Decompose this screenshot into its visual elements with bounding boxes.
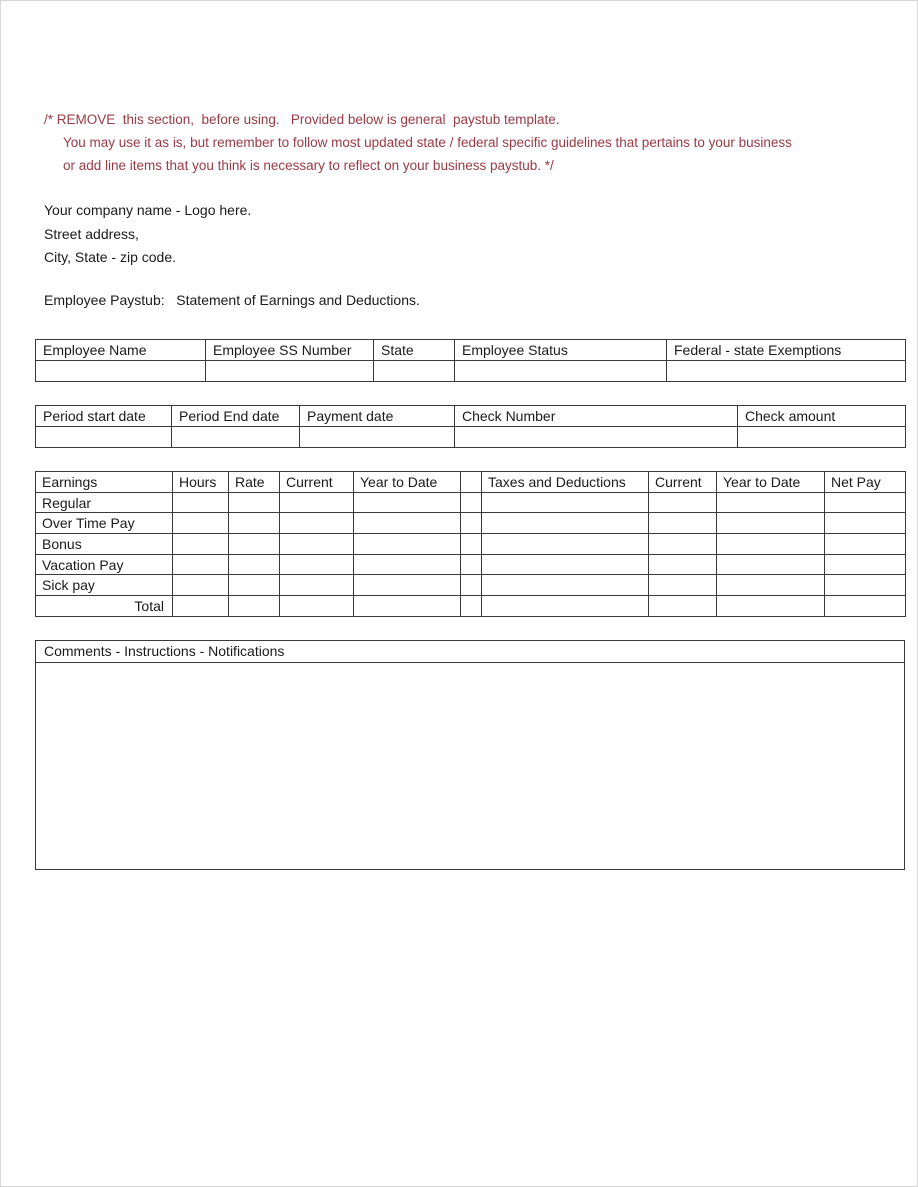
notice-line-2: You may use it as is, but remember to follow most updated state / federal specific guidelines that pertains to your business — [63, 135, 792, 150]
header-employee-name: Employee Name — [36, 340, 206, 361]
header-exemptions: Federal - state Exemptions — [667, 340, 906, 361]
total-deduction-ytd-cell[interactable] — [717, 596, 825, 617]
header-taxes-deductions: Taxes and Deductions — [482, 472, 649, 493]
exemptions-cell[interactable] — [667, 361, 906, 382]
current-cell[interactable] — [280, 492, 354, 513]
company-name: Your company name - Logo here. — [44, 202, 252, 218]
spacer-cell — [461, 513, 482, 534]
ss-number-cell[interactable] — [206, 361, 374, 382]
earnings-header-row — [36, 472, 906, 493]
ytd-cell[interactable] — [354, 534, 461, 555]
header-check-amount: Check amount — [738, 406, 906, 427]
spacer-cell — [461, 534, 482, 555]
comments-body[interactable] — [36, 663, 904, 869]
earnings-row-bonus — [36, 534, 906, 555]
spacer-cell — [461, 596, 482, 617]
deduction-current-cell[interactable] — [649, 575, 717, 596]
rate-cell[interactable] — [229, 492, 280, 513]
header-earnings: Earnings — [36, 472, 173, 493]
earnings-row-sick — [36, 575, 906, 596]
net-pay-cell[interactable] — [825, 492, 906, 513]
earnings-label: Bonus — [36, 534, 173, 555]
statement-title: Employee Paystub: Statement of Earnings and Deductions. — [44, 292, 420, 308]
deduction-current-cell[interactable] — [649, 492, 717, 513]
deduction-name-cell[interactable] — [482, 554, 649, 575]
hours-cell[interactable] — [173, 575, 229, 596]
total-hours-cell[interactable] — [173, 596, 229, 617]
deduction-name-cell[interactable] — [482, 513, 649, 534]
deduction-ytd-cell[interactable] — [717, 492, 825, 513]
header-deduction-current: Current — [649, 472, 717, 493]
check-amount-cell[interactable] — [738, 427, 906, 448]
hours-cell[interactable] — [173, 554, 229, 575]
ytd-cell[interactable] — [354, 554, 461, 575]
state-cell[interactable] — [374, 361, 455, 382]
period-start-cell[interactable] — [36, 427, 172, 448]
deduction-ytd-cell[interactable] — [717, 534, 825, 555]
header-rate: Rate — [229, 472, 280, 493]
net-pay-cell[interactable] — [825, 554, 906, 575]
company-street: Street address, — [44, 225, 139, 242]
hours-cell[interactable] — [173, 513, 229, 534]
earnings-row-regular — [36, 492, 906, 513]
comments-title: Comments - Instructions - Notifications — [36, 641, 904, 663]
header-hours: Hours — [173, 472, 229, 493]
earnings-row-overtime — [36, 513, 906, 534]
ytd-cell[interactable] — [354, 492, 461, 513]
earnings-row-total — [36, 596, 906, 617]
header-period-start: Period start date — [36, 406, 172, 427]
check-number-cell[interactable] — [455, 427, 738, 448]
header-deduction-ytd: Year to Date — [717, 472, 825, 493]
header-employee-status: Employee Status — [455, 340, 667, 361]
comments-box — [35, 640, 905, 870]
employee-header-row — [36, 340, 906, 361]
template-notice — [44, 108, 904, 177]
deduction-current-cell[interactable] — [649, 534, 717, 555]
header-payment-date: Payment date — [300, 406, 455, 427]
deduction-current-cell[interactable] — [649, 513, 717, 534]
total-current-cell[interactable] — [280, 596, 354, 617]
spacer-cell — [461, 492, 482, 513]
header-period-end: Period End date — [172, 406, 300, 427]
header-net-pay: Net Pay — [825, 472, 906, 493]
total-rate-cell[interactable] — [229, 596, 280, 617]
current-cell[interactable] — [280, 575, 354, 596]
notice-line-1: /* REMOVE this section, before using. Provided below is general paystub template. — [44, 112, 560, 127]
deduction-name-cell[interactable] — [482, 492, 649, 513]
notice-line-3: or add line items that you think is necessary to reflect on your business paystub. */ — [63, 158, 554, 173]
header-ss-number: Employee SS Number — [206, 340, 374, 361]
period-end-cell[interactable] — [172, 427, 300, 448]
header-current: Current — [280, 472, 354, 493]
rate-cell[interactable] — [229, 513, 280, 534]
earnings-row-vacation — [36, 554, 906, 575]
pay-period-table — [35, 405, 906, 448]
spacer-cell — [461, 575, 482, 596]
spacer-cell — [461, 554, 482, 575]
total-deduction-current-cell[interactable] — [649, 596, 717, 617]
hours-cell[interactable] — [173, 492, 229, 513]
deduction-ytd-cell[interactable] — [717, 575, 825, 596]
header-spacer — [461, 472, 482, 493]
company-block — [44, 199, 251, 270]
net-pay-cell[interactable] — [825, 534, 906, 555]
rate-cell[interactable] — [229, 554, 280, 575]
ytd-cell[interactable] — [354, 513, 461, 534]
ytd-cell[interactable] — [354, 575, 461, 596]
header-state: State — [374, 340, 455, 361]
deduction-name-cell[interactable] — [482, 575, 649, 596]
earnings-label: Vacation Pay — [36, 554, 173, 575]
hours-cell[interactable] — [173, 534, 229, 555]
current-cell[interactable] — [280, 554, 354, 575]
current-cell[interactable] — [280, 534, 354, 555]
header-check-number: Check Number — [455, 406, 738, 427]
payment-date-cell[interactable] — [300, 427, 455, 448]
total-deduction-name-cell[interactable] — [482, 596, 649, 617]
company-city: City, State - zip code. — [44, 249, 177, 265]
net-pay-cell[interactable] — [825, 575, 906, 596]
period-header-row — [36, 406, 906, 427]
deduction-name-cell[interactable] — [482, 534, 649, 555]
employee-input-row — [36, 361, 906, 382]
employee-info-table — [35, 339, 906, 382]
deduction-ytd-cell[interactable] — [717, 513, 825, 534]
earnings-label: Over Time Pay — [36, 513, 173, 534]
total-label: Total — [36, 596, 173, 617]
earnings-label: Regular — [36, 492, 173, 513]
total-net-pay-cell[interactable] — [825, 596, 906, 617]
employee-status-cell[interactable] — [455, 361, 667, 382]
net-pay-cell[interactable] — [825, 513, 906, 534]
employee-name-cell[interactable] — [36, 361, 206, 382]
deduction-ytd-cell[interactable] — [717, 554, 825, 575]
period-input-row — [36, 427, 906, 448]
rate-cell[interactable] — [229, 575, 280, 596]
earnings-deductions-table — [35, 471, 906, 617]
rate-cell[interactable] — [229, 534, 280, 555]
earnings-label: Sick pay — [36, 575, 173, 596]
current-cell[interactable] — [280, 513, 354, 534]
deduction-current-cell[interactable] — [649, 554, 717, 575]
total-ytd-cell[interactable] — [354, 596, 461, 617]
header-year-to-date: Year to Date — [354, 472, 461, 493]
